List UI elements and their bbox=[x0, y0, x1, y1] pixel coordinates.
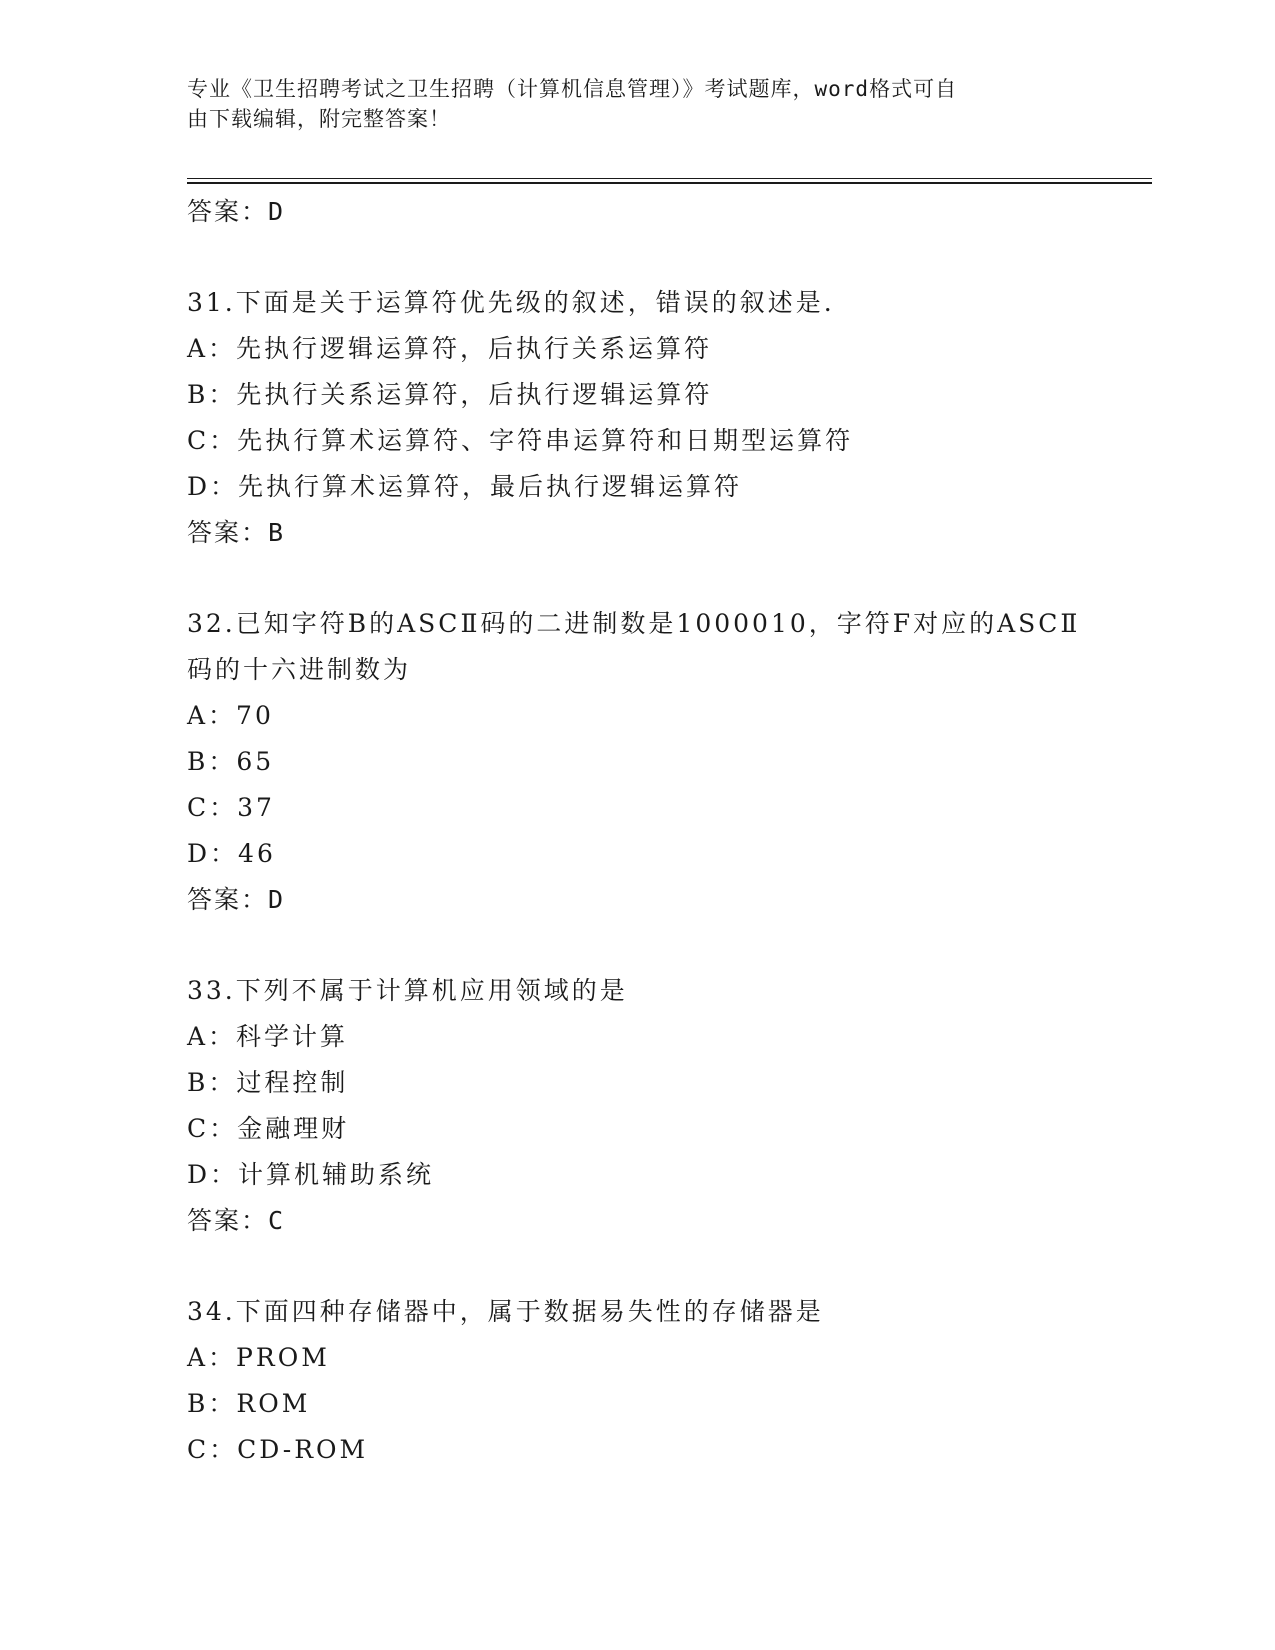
option-c: C：先执行算术运算符、字符串运算符和日期型运算符 bbox=[187, 426, 854, 455]
option-c: C：CD-ROM bbox=[187, 1435, 369, 1464]
answer-label: 答案： bbox=[187, 197, 269, 226]
option-d: D：先执行算术运算符，最后执行逻辑运算符 bbox=[187, 472, 743, 501]
question-text: 32.已知字符B的ASCⅡ码的二进制数是1000010，字符F对应的ASCⅡ bbox=[187, 609, 1081, 638]
option-a: A：科学计算 bbox=[187, 1022, 349, 1051]
question-text: 34.下面四种存储器中，属于数据易失性的存储器是 bbox=[187, 1297, 824, 1326]
document-header bbox=[187, 74, 1067, 134]
option-b: B：65 bbox=[187, 747, 275, 776]
answer-value: D bbox=[268, 197, 285, 226]
option-a: A：先执行逻辑运算符，后执行关系运算符 bbox=[187, 334, 713, 363]
answer-label: 答案： bbox=[187, 518, 269, 547]
header-line-1: 专业《卫生招聘考试之卫生招聘（计算机信息管理）》考试题库，word格式可自 bbox=[187, 77, 958, 101]
question-32 bbox=[187, 601, 1152, 923]
option-b: B：过程控制 bbox=[187, 1068, 349, 1097]
header-divider-thick bbox=[187, 182, 1152, 184]
option-c: C：金融理财 bbox=[187, 1114, 350, 1143]
question-34 bbox=[187, 1289, 1152, 1473]
question-text: 31.下面是关于运算符优先级的叙述，错误的叙述是. bbox=[187, 288, 835, 317]
answer-label: 答案： bbox=[187, 1206, 269, 1235]
option-d: D：计算机辅助系统 bbox=[187, 1160, 435, 1189]
answer-line bbox=[187, 1198, 1152, 1244]
answer-line bbox=[187, 189, 1152, 235]
option-c: C：37 bbox=[187, 793, 275, 822]
option-b: B：ROM bbox=[187, 1389, 311, 1418]
answer-value: B bbox=[268, 518, 285, 547]
header-divider-thin bbox=[187, 178, 1152, 179]
option-a: A：PROM bbox=[187, 1343, 330, 1372]
answer-line bbox=[187, 510, 1152, 556]
header-line-2: 由下载编辑，附完整答案！ bbox=[187, 107, 451, 131]
option-b: B：先执行关系运算符，后执行逻辑运算符 bbox=[187, 380, 713, 409]
question-text-continued: 码的十六进制数为 bbox=[187, 655, 412, 684]
answer-value: C bbox=[268, 1206, 285, 1235]
option-d: D：46 bbox=[187, 839, 276, 868]
question-list bbox=[187, 189, 1152, 1473]
question-33 bbox=[187, 968, 1152, 1244]
option-a: A：70 bbox=[187, 701, 274, 730]
question-text: 33.下列不属于计算机应用领域的是 bbox=[187, 976, 628, 1005]
answer-line bbox=[187, 877, 1152, 923]
answer-label: 答案： bbox=[187, 885, 269, 914]
answer-value: D bbox=[268, 885, 285, 914]
question-31 bbox=[187, 280, 1152, 556]
